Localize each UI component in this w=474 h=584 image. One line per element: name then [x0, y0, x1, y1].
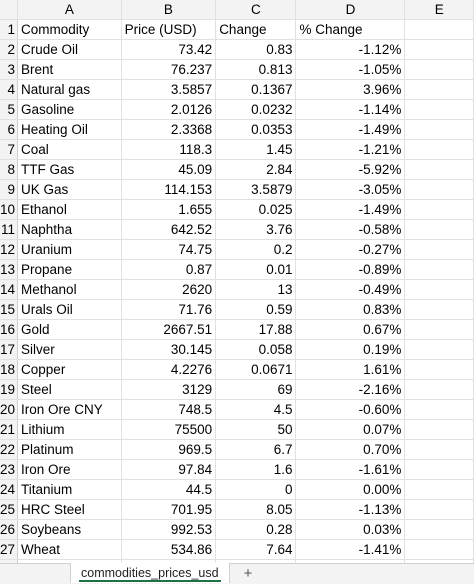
- table-row: [0, 420, 474, 440]
- cell-d18[interactable]: 1.61%: [296, 360, 405, 380]
- cell-e7[interactable]: [405, 140, 474, 160]
- cell-a5[interactable]: Gasoline: [18, 100, 122, 120]
- table-row: [0, 40, 474, 60]
- column-header-d[interactable]: D: [296, 0, 405, 20]
- cell-b23[interactable]: 97.84: [121, 460, 216, 480]
- cell-c7[interactable]: 1.45: [216, 140, 296, 160]
- table-row: [0, 100, 474, 120]
- row-header[interactable]: 27: [0, 540, 18, 560]
- cell-a19[interactable]: Steel: [18, 380, 122, 400]
- cell-b4[interactable]: 3.5857: [121, 80, 216, 100]
- row-header[interactable]: 12: [0, 240, 18, 260]
- cell-d19[interactable]: -2.16%: [296, 380, 405, 400]
- cell-e3[interactable]: [405, 60, 474, 80]
- table-row: [0, 60, 474, 80]
- column-header-b[interactable]: B: [121, 0, 216, 20]
- table-row: [0, 320, 474, 340]
- cell-e17[interactable]: [405, 340, 474, 360]
- cell-a15[interactable]: Urals Oil: [18, 300, 122, 320]
- row-header[interactable]: 26: [0, 520, 18, 540]
- cell-b11[interactable]: 642.52: [121, 220, 216, 240]
- column-header-row: [0, 0, 474, 20]
- cell-c26[interactable]: 0.28: [216, 520, 296, 540]
- cell-a8[interactable]: TTF Gas: [18, 160, 122, 180]
- sheet-tab-commodities[interactable]: commodities_prices_usd: [70, 563, 230, 583]
- cell-e25[interactable]: [405, 500, 474, 520]
- row-header[interactable]: 19: [0, 380, 18, 400]
- cell-e5[interactable]: [405, 100, 474, 120]
- table-row: [0, 520, 474, 540]
- row-header[interactable]: 6: [0, 120, 18, 140]
- cell-c13[interactable]: 0.01: [216, 260, 296, 280]
- cell-d17[interactable]: 0.19%: [296, 340, 405, 360]
- cell-b12[interactable]: 74.75: [121, 240, 216, 260]
- table-row: [0, 460, 474, 480]
- table-row: [0, 300, 474, 320]
- cell-d16[interactable]: 0.67%: [296, 320, 405, 340]
- row-header[interactable]: 25: [0, 500, 18, 520]
- cell-b13[interactable]: 0.87: [121, 260, 216, 280]
- cell-d6[interactable]: -1.49%: [296, 120, 405, 140]
- cell-a20[interactable]: Iron Ore CNY: [18, 400, 122, 420]
- row-header[interactable]: 23: [0, 460, 18, 480]
- table-row: [0, 400, 474, 420]
- table-row: [0, 220, 474, 240]
- cell-a11[interactable]: Naphtha: [18, 220, 122, 240]
- cell-d5[interactable]: -1.14%: [296, 100, 405, 120]
- cell-d7[interactable]: -1.21%: [296, 140, 405, 160]
- cell-b17[interactable]: 30.145: [121, 340, 216, 360]
- grid-body: [0, 20, 474, 580]
- column-header-a[interactable]: A: [18, 0, 122, 20]
- cell-e20[interactable]: [405, 400, 474, 420]
- cell-c23[interactable]: 1.6: [216, 460, 296, 480]
- cell-a2[interactable]: Crude Oil: [18, 40, 122, 60]
- cell-c15[interactable]: 0.59: [216, 300, 296, 320]
- cell-b14[interactable]: 2620: [121, 280, 216, 300]
- cell-e11[interactable]: [405, 220, 474, 240]
- add-sheet-icon[interactable]: +: [243, 565, 253, 582]
- cell-a22[interactable]: Platinum: [18, 440, 122, 460]
- cell-e13[interactable]: [405, 260, 474, 280]
- cell-c10[interactable]: 0.025: [216, 200, 296, 220]
- row-header[interactable]: 1: [0, 20, 18, 40]
- cell-d11[interactable]: -0.58%: [296, 220, 405, 240]
- cell-c3[interactable]: 0.813: [216, 60, 296, 80]
- cell-a24[interactable]: Titanium: [18, 480, 122, 500]
- row-header[interactable]: 10: [0, 200, 18, 220]
- cell-d3[interactable]: -1.05%: [296, 60, 405, 80]
- cell-d9[interactable]: -3.05%: [296, 180, 405, 200]
- cell-a27[interactable]: Wheat: [18, 540, 122, 560]
- cell-c25[interactable]: 8.05: [216, 500, 296, 520]
- table-row: [0, 540, 474, 560]
- cell-a6[interactable]: Heating Oil: [18, 120, 122, 140]
- table-row: [0, 500, 474, 520]
- row-header[interactable]: 18: [0, 360, 18, 380]
- cell-e18[interactable]: [405, 360, 474, 380]
- cell-c11[interactable]: 3.76: [216, 220, 296, 240]
- cell-c24[interactable]: 0: [216, 480, 296, 500]
- cell-c12[interactable]: 0.2: [216, 240, 296, 260]
- cell-e4[interactable]: [405, 80, 474, 100]
- cell-c27[interactable]: 7.64: [216, 540, 296, 560]
- cell-e26[interactable]: [405, 520, 474, 540]
- cell-a4[interactable]: Natural gas: [18, 80, 122, 100]
- table-row: [0, 240, 474, 260]
- row-header[interactable]: 24: [0, 480, 18, 500]
- cell-d22[interactable]: 0.70%: [296, 440, 405, 460]
- cell-d12[interactable]: -0.27%: [296, 240, 405, 260]
- cell-d27[interactable]: -1.41%: [296, 540, 405, 560]
- cell-a26[interactable]: Soybeans: [18, 520, 122, 540]
- row-header[interactable]: 15: [0, 300, 18, 320]
- cell-e10[interactable]: [405, 200, 474, 220]
- cell-e8[interactable]: [405, 160, 474, 180]
- cell-a23[interactable]: Iron Ore: [18, 460, 122, 480]
- cell-b2[interactable]: 73.42: [121, 40, 216, 60]
- cell-a10[interactable]: Ethanol: [18, 200, 122, 220]
- cell-d24[interactable]: 0.00%: [296, 480, 405, 500]
- table-row: [0, 140, 474, 160]
- table-row: [0, 20, 474, 40]
- cell-a9[interactable]: UK Gas: [18, 180, 122, 200]
- cell-b1[interactable]: Price (USD): [121, 20, 216, 40]
- cell-c6[interactable]: 0.0353: [216, 120, 296, 140]
- row-header[interactable]: 4: [0, 80, 18, 100]
- table-row: [0, 280, 474, 300]
- cell-b21[interactable]: 75500: [121, 420, 216, 440]
- cell-b18[interactable]: 4.2276: [121, 360, 216, 380]
- row-header[interactable]: 17: [0, 340, 18, 360]
- cell-d14[interactable]: -0.49%: [296, 280, 405, 300]
- cell-b10[interactable]: 1.655: [121, 200, 216, 220]
- row-header[interactable]: 13: [0, 260, 18, 280]
- table-row: [0, 380, 474, 400]
- cell-b25[interactable]: 701.95: [121, 500, 216, 520]
- cell-c1[interactable]: Change: [216, 20, 296, 40]
- row-header[interactable]: 3: [0, 60, 18, 80]
- row-header[interactable]: 14: [0, 280, 18, 300]
- row-header[interactable]: 16: [0, 320, 18, 340]
- cell-e21[interactable]: [405, 420, 474, 440]
- cell-e27[interactable]: [405, 540, 474, 560]
- cell-b15[interactable]: 71.76: [121, 300, 216, 320]
- table-row: [0, 260, 474, 280]
- row-header[interactable]: 11: [0, 220, 18, 240]
- cell-b6[interactable]: 2.3368: [121, 120, 216, 140]
- cell-b27[interactable]: 534.86: [121, 540, 216, 560]
- cell-e14[interactable]: [405, 280, 474, 300]
- table-row: [0, 340, 474, 360]
- table-row: [0, 180, 474, 200]
- cell-d1[interactable]: % Change: [296, 20, 405, 40]
- cell-d20[interactable]: -0.60%: [296, 400, 405, 420]
- cell-c16[interactable]: 17.88: [216, 320, 296, 340]
- table-row: [0, 80, 474, 100]
- cell-b26[interactable]: 992.53: [121, 520, 216, 540]
- cell-a1[interactable]: Commodity: [18, 20, 122, 40]
- cell-a16[interactable]: Gold: [18, 320, 122, 340]
- cell-d26[interactable]: 0.03%: [296, 520, 405, 540]
- cell-a7[interactable]: Coal: [18, 140, 122, 160]
- cell-e6[interactable]: [405, 120, 474, 140]
- cell-c22[interactable]: 6.7: [216, 440, 296, 460]
- cell-c14[interactable]: 13: [216, 280, 296, 300]
- cell-c19[interactable]: 69: [216, 380, 296, 400]
- cell-c20[interactable]: 4.5: [216, 400, 296, 420]
- cell-c9[interactable]: 3.5879: [216, 180, 296, 200]
- cell-b19[interactable]: 3129: [121, 380, 216, 400]
- cell-d10[interactable]: -1.49%: [296, 200, 405, 220]
- table-row: [0, 360, 474, 380]
- cell-e16[interactable]: [405, 320, 474, 340]
- cell-b3[interactable]: 76.237: [121, 60, 216, 80]
- cell-c17[interactable]: 0.058: [216, 340, 296, 360]
- row-header[interactable]: 21: [0, 420, 18, 440]
- row-header[interactable]: 22: [0, 440, 18, 460]
- row-header[interactable]: 5: [0, 100, 18, 120]
- cell-e1[interactable]: [405, 20, 474, 40]
- row-header[interactable]: 20: [0, 400, 18, 420]
- cell-b16[interactable]: 2667.51: [121, 320, 216, 340]
- cell-c21[interactable]: 50: [216, 420, 296, 440]
- cell-e12[interactable]: [405, 240, 474, 260]
- cell-e22[interactable]: [405, 440, 474, 460]
- sheet-tab-bar: [0, 563, 474, 584]
- cell-d15[interactable]: 0.83%: [296, 300, 405, 320]
- cell-b24[interactable]: 44.5: [121, 480, 216, 500]
- cell-e23[interactable]: [405, 460, 474, 480]
- cell-b7[interactable]: 118.3: [121, 140, 216, 160]
- row-header[interactable]: 8: [0, 160, 18, 180]
- cell-a25[interactable]: HRC Steel: [18, 500, 122, 520]
- cell-c2[interactable]: 0.83: [216, 40, 296, 60]
- row-header[interactable]: 9: [0, 180, 18, 200]
- cell-d25[interactable]: -1.13%: [296, 500, 405, 520]
- cell-b22[interactable]: 969.5: [121, 440, 216, 460]
- table-row: [0, 440, 474, 460]
- cell-a17[interactable]: Silver: [18, 340, 122, 360]
- row-header[interactable]: 2: [0, 40, 18, 60]
- cell-c5[interactable]: 0.0232: [216, 100, 296, 120]
- cell-d21[interactable]: 0.07%: [296, 420, 405, 440]
- column-header-c[interactable]: C: [216, 0, 296, 20]
- cell-d23[interactable]: -1.61%: [296, 460, 405, 480]
- cell-b9[interactable]: 114.153: [121, 180, 216, 200]
- cell-c18[interactable]: 0.0671: [216, 360, 296, 380]
- cell-a3[interactable]: Brent: [18, 60, 122, 80]
- cell-d8[interactable]: -5.92%: [296, 160, 405, 180]
- cell-c4[interactable]: 0.1367: [216, 80, 296, 100]
- cell-a12[interactable]: Uranium: [18, 240, 122, 260]
- cell-a18[interactable]: Copper: [18, 360, 122, 380]
- cell-d2[interactable]: -1.12%: [296, 40, 405, 60]
- cell-a14[interactable]: Methanol: [18, 280, 122, 300]
- table-row: [0, 120, 474, 140]
- cell-e9[interactable]: [405, 180, 474, 200]
- cell-e15[interactable]: [405, 300, 474, 320]
- cell-c8[interactable]: 2.84: [216, 160, 296, 180]
- cell-b5[interactable]: 2.0126: [121, 100, 216, 120]
- row-header[interactable]: 7: [0, 140, 18, 160]
- cell-b20[interactable]: 748.5: [121, 400, 216, 420]
- cell-e24[interactable]: [405, 480, 474, 500]
- table-row: [0, 200, 474, 220]
- cell-d4[interactable]: 3.96%: [296, 80, 405, 100]
- cell-b8[interactable]: 45.09: [121, 160, 216, 180]
- select-all-corner[interactable]: [0, 0, 18, 20]
- column-header-e[interactable]: E: [405, 0, 474, 20]
- cell-d13[interactable]: -0.89%: [296, 260, 405, 280]
- cell-a13[interactable]: Propane: [18, 260, 122, 280]
- cell-e2[interactable]: [405, 40, 474, 60]
- cell-e19[interactable]: [405, 380, 474, 400]
- table-row: [0, 480, 474, 500]
- cell-a21[interactable]: Lithium: [18, 420, 122, 440]
- table-row: [0, 160, 474, 180]
